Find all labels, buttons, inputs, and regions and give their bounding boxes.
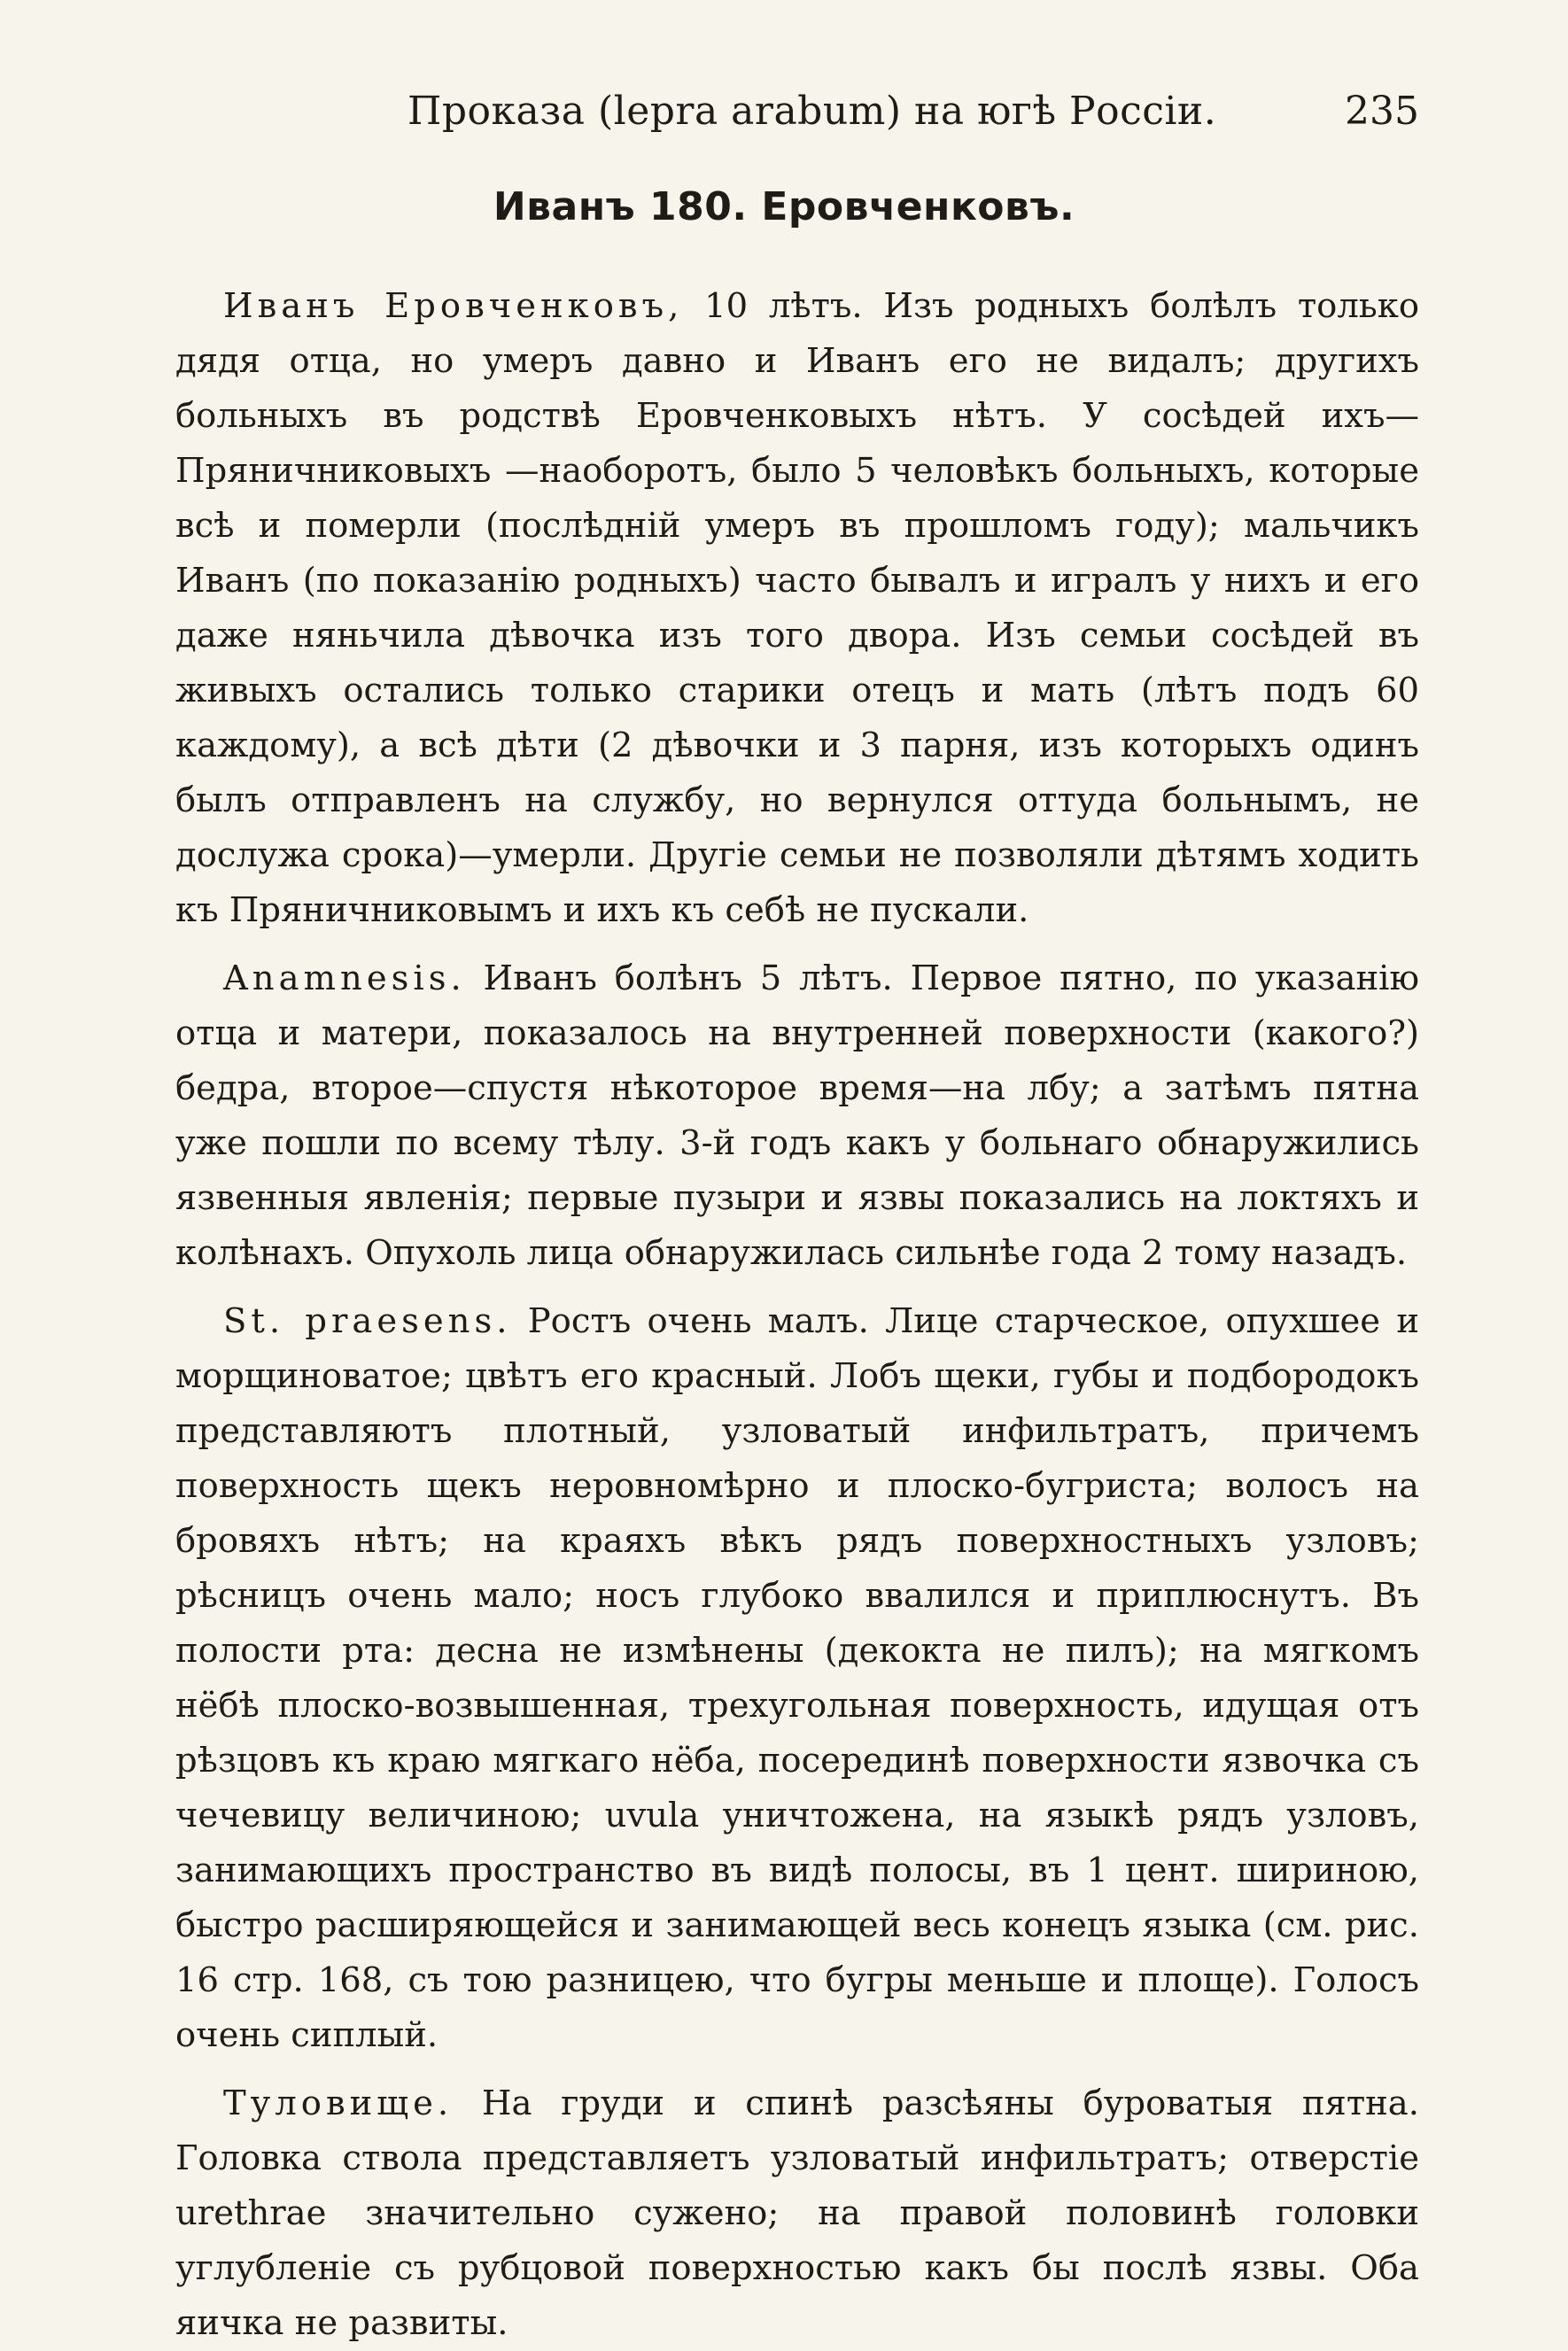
body-text xyxy=(175,279,1419,2351)
paragraph-history xyxy=(175,279,1419,938)
paragraph-text: 10 лѣтъ. Изъ родныхъ болѣлъ только дядя отца, но умеръ давно и Иванъ его не видалъ; другихъ больныхъ въ родствѣ Еровченковыхъ нѣтъ. У сосѣдей ихъ—Пряничниковыхъ —наоборотъ, было 5 человѣкъ больныхъ, которые всѣ и померли (послѣдній умеръ въ прошломъ году); мальчикъ Иванъ (по показанію родныхъ) часто бывалъ и игралъ у нихъ и его даже няньчила дѣвочка изъ того двора. Изъ семьи сосѣдей въ живыхъ остались только старики отецъ и мать (лѣтъ подъ 60 каждому), а всѣ дѣти (2 дѣвочки и 3 парня, изъ которыхъ одинъ былъ отправленъ на службу, но вернулся оттуда больнымъ, не дослужа срока)—умерли. Другіе семьи не позволяли дѣтямъ ходить къ Пряничниковымъ и ихъ къ себѣ не пускали. xyxy=(175,286,1419,930)
paragraph-lead: St. praesens. xyxy=(223,1301,512,1341)
paragraph-lead: Туловище. xyxy=(223,2083,454,2123)
paragraph-lead: Anamnesis. xyxy=(223,958,466,998)
section-title: Иванъ 180. Еровченковъ. xyxy=(493,184,1075,229)
paragraph-torso xyxy=(175,2076,1419,2351)
running-head: Проказа (lepra arabum) на югѣ Россіи. xyxy=(408,89,1217,134)
paragraph-text: На груди и спинѣ разсѣяны буроватыя пятна. Головка ствола представляетъ узловатый инфильтратъ; отверстіе urethrae значительно сужено; на правой половинѣ головки углубленіе съ рубцовой поверхностью какъ бы послѣ язвы. Оба яичка не развиты. xyxy=(175,2083,1419,2343)
paragraph-lead: Иванъ Еровченковъ, xyxy=(223,286,684,326)
paragraph-text: Ростъ очень малъ. Лице старческое, опухшее и морщиноватое; цвѣтъ его красный. Лобъ щеки, губы и подбородокъ представляютъ плотный, узловатый инфильтратъ, причемъ поверхность щекъ неровномѣрно и плоско-бугриста; волосъ на бровяхъ нѣтъ; на краяхъ вѣкъ рядъ поверхностныхъ узловъ; рѣсницъ очень мало; носъ глубоко ввалился и приплюснутъ. Въ полости рта: десна не измѣнены (декокта не пилъ); на мягкомъ нёбѣ плоско-возвышенная, трехугольная поверхность, идущая отъ рѣзцовъ къ краю мягкаго нёба, посерединѣ поверхности язвочка съ чечевицу величиною; uvula уничтожена, на языкѣ рядъ узловъ, занимающихъ пространство въ видѣ полосы, въ 1 цент. шириною, быстро расширяющейся и занимающей весь конецъ языка (см. рис. 16 стр. 168, съ тою разницею, что бугры меньше и площе). Голосъ очень сиплый. xyxy=(175,1301,1419,2055)
paragraph-status-praesens xyxy=(175,1294,1419,2063)
paragraph-text: Иванъ болѣнъ 5 лѣтъ. Первое пятно, по указанію отца и матери, показалось на внутренней поверхности (какого?) бедра, второе—спустя нѣкоторое время—на лбу; а затѣмъ пятна уже пошли по всему тѣлу. 3-й годъ какъ у больнаго обнаружились язвенныя явленія; первые пузыри и язвы показались на локтяхъ и колѣнахъ. Опухоль лица обнаружилась сильнѣе года 2 тому назадъ. xyxy=(175,958,1419,1273)
page-number: 235 xyxy=(1345,89,1419,134)
paragraph-anamnesis xyxy=(175,951,1419,1281)
